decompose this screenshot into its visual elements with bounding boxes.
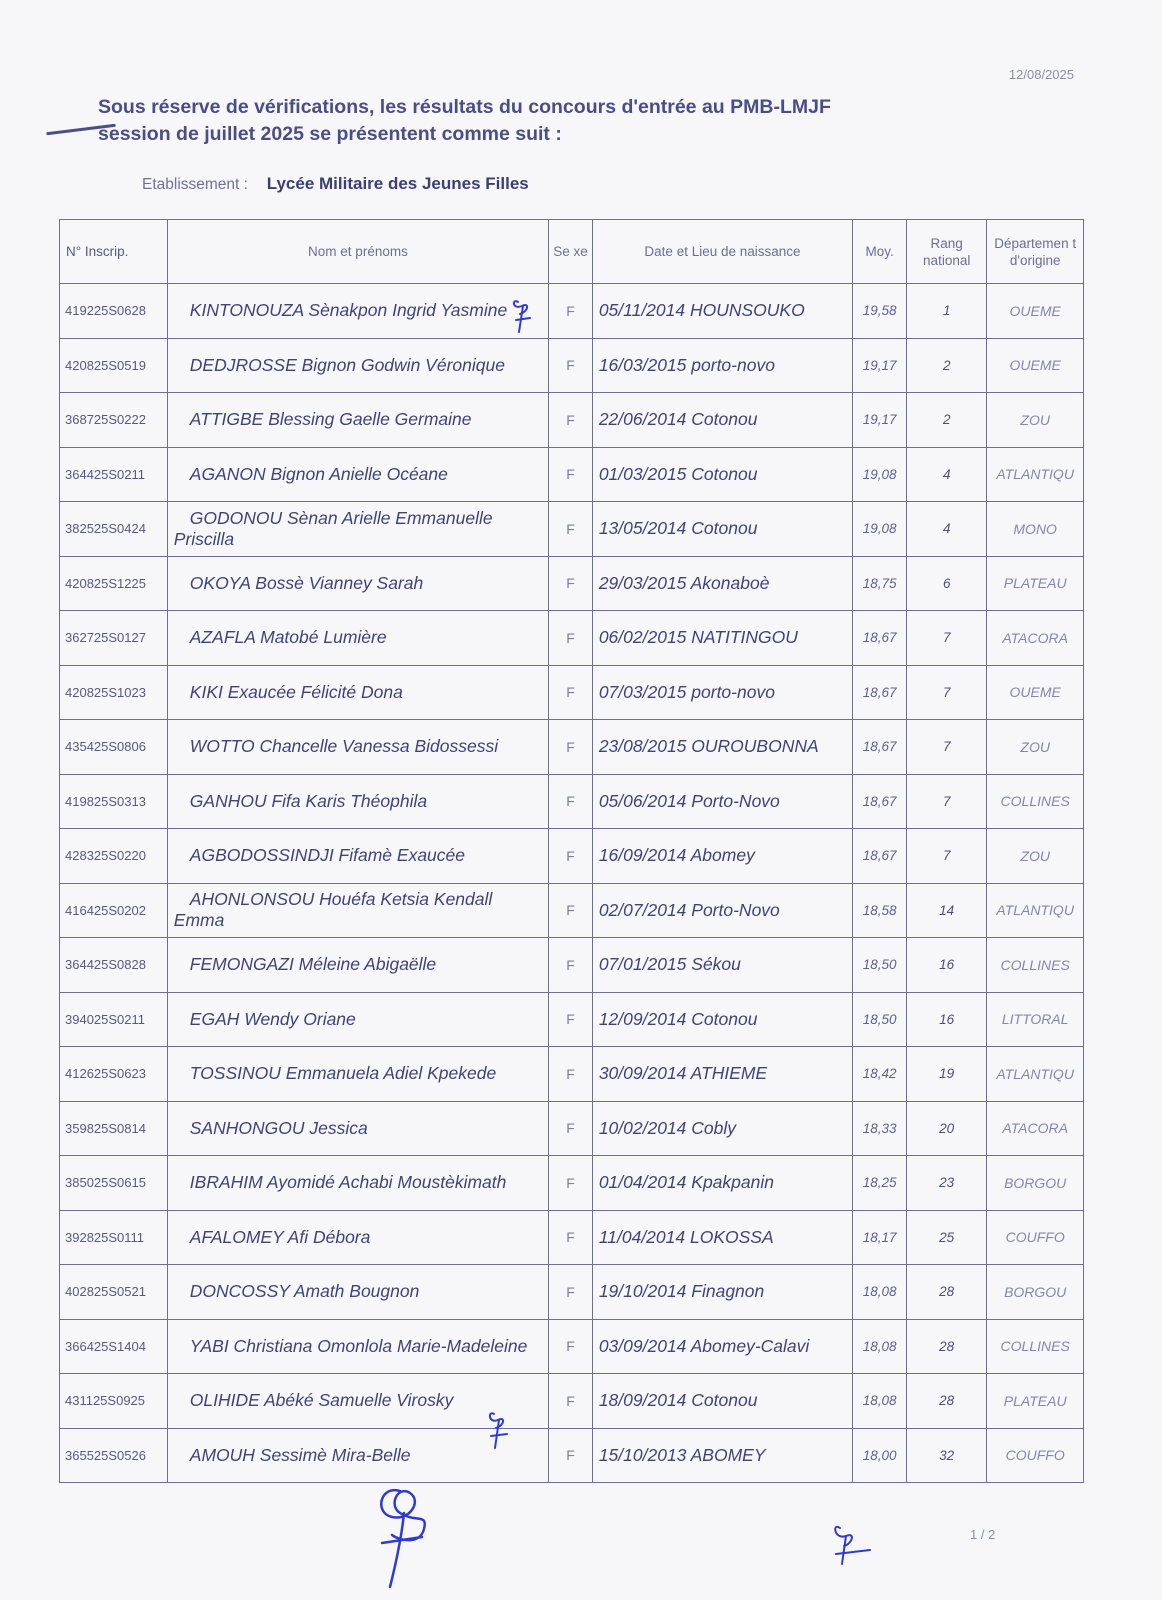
inscription-number: 419225S0628 bbox=[60, 284, 168, 339]
inscription-number: 419825S0313 bbox=[60, 774, 168, 829]
national-rank: 14 bbox=[907, 883, 987, 938]
signature-right bbox=[830, 1520, 876, 1568]
table-row bbox=[60, 393, 1084, 448]
national-rank: 7 bbox=[907, 720, 987, 775]
establishment-label: Etablissement : bbox=[142, 176, 248, 193]
candidate-name bbox=[167, 1319, 548, 1374]
average-score: 18,17 bbox=[853, 1210, 907, 1265]
birth-date-place: 16/03/2015 porto-novo bbox=[592, 338, 852, 393]
candidate-name bbox=[167, 1265, 548, 1320]
candidate-sex: F bbox=[549, 992, 593, 1047]
candidate-name bbox=[167, 502, 548, 557]
average-score: 18,58 bbox=[853, 883, 907, 938]
birth-date-place: 23/08/2015 OUROUBONNA bbox=[592, 720, 852, 775]
candidate-name bbox=[167, 938, 548, 993]
candidate-name bbox=[167, 447, 548, 502]
average-score: 18,33 bbox=[853, 1101, 907, 1156]
inscription-number: 420825S1225 bbox=[60, 556, 168, 611]
header-birth: Date et Lieu de naissance bbox=[592, 220, 852, 284]
table-row bbox=[60, 1428, 1084, 1483]
department-origin: BORGOU bbox=[987, 1265, 1084, 1320]
national-rank: 23 bbox=[907, 1156, 987, 1211]
department-origin: PLATEAU bbox=[987, 556, 1084, 611]
inscription-number: 416425S0202 bbox=[60, 883, 168, 938]
national-rank: 7 bbox=[907, 829, 987, 884]
average-score: 19,58 bbox=[853, 284, 907, 339]
average-score: 18,00 bbox=[853, 1428, 907, 1483]
candidate-name bbox=[167, 284, 548, 339]
department-origin: ZOU bbox=[987, 829, 1084, 884]
department-origin: COUFFO bbox=[987, 1428, 1084, 1483]
birth-date-place: 07/01/2015 Sékou bbox=[592, 938, 852, 993]
candidate-sex: F bbox=[549, 829, 593, 884]
candidate-name-text: AGBODOSSINDJI Fifamè Exaucée bbox=[189, 845, 466, 866]
inscription-number: 394025S0211 bbox=[60, 992, 168, 1047]
national-rank: 16 bbox=[907, 938, 987, 993]
national-rank: 25 bbox=[907, 1210, 987, 1265]
inscription-number: 431125S0925 bbox=[60, 1374, 168, 1429]
document-heading bbox=[98, 94, 998, 148]
candidate-name-text: OKOYA Bossè Vianney Sarah bbox=[189, 572, 424, 593]
average-score: 18,67 bbox=[853, 720, 907, 775]
header-name: Nom et prénoms bbox=[167, 220, 548, 284]
national-rank: 6 bbox=[907, 556, 987, 611]
candidate-name-text: AZAFLA Matobé Lumière bbox=[189, 627, 387, 648]
average-score: 19,08 bbox=[853, 447, 907, 502]
table-row bbox=[60, 829, 1084, 884]
inscription-number: 412625S0623 bbox=[60, 1047, 168, 1102]
candidate-sex: F bbox=[549, 1319, 593, 1374]
candidate-name-text: EGAH Wendy Oriane bbox=[189, 1008, 356, 1029]
department-origin: ATLANTIQU bbox=[987, 1047, 1084, 1102]
average-score: 19,08 bbox=[853, 502, 907, 557]
department-origin: ATLANTIQU bbox=[987, 447, 1084, 502]
candidate-name bbox=[167, 338, 548, 393]
candidate-sex: F bbox=[549, 447, 593, 502]
heading-line-1: Sous réserve de vérifications, les résultats du concours d'entrée au PMB-LMJF bbox=[98, 96, 831, 118]
average-score: 18,50 bbox=[853, 938, 907, 993]
department-origin: COUFFO bbox=[987, 1210, 1084, 1265]
candidate-sex: F bbox=[549, 1156, 593, 1211]
inscription-number: 420825S1023 bbox=[60, 665, 168, 720]
national-rank: 2 bbox=[907, 338, 987, 393]
candidate-name-text: ATTIGBE Blessing Gaelle Germaine bbox=[189, 409, 472, 430]
department-origin: COLLINES bbox=[987, 938, 1084, 993]
inscription-number: 364425S0828 bbox=[60, 938, 168, 993]
candidate-name-text: IBRAHIM Ayomidé Achabi Moustèkimath bbox=[189, 1172, 507, 1193]
birth-date-place: 16/09/2014 Abomey bbox=[592, 829, 852, 884]
average-score: 18,67 bbox=[853, 665, 907, 720]
national-rank: 20 bbox=[907, 1101, 987, 1156]
inscription-number: 359825S0814 bbox=[60, 1101, 168, 1156]
candidate-sex: F bbox=[549, 284, 593, 339]
candidate-name-text: KIKI Exaucée Félicité Dona bbox=[189, 681, 403, 702]
table-row bbox=[60, 1047, 1084, 1102]
birth-date-place: 19/10/2014 Finagnon bbox=[592, 1265, 852, 1320]
header-sex: Se xe bbox=[549, 220, 593, 284]
table-row bbox=[60, 1210, 1084, 1265]
candidate-name-text: KINTONOUZA Sènakpon Ingrid Yasmine bbox=[189, 300, 508, 321]
national-rank: 28 bbox=[907, 1265, 987, 1320]
candidate-name-text: YABI Christiana Omonlola Marie-Madeleine bbox=[189, 1335, 528, 1356]
table-row bbox=[60, 284, 1084, 339]
birth-date-place: 07/03/2015 porto-novo bbox=[592, 665, 852, 720]
table-row bbox=[60, 338, 1084, 393]
header-rank: Rang national bbox=[907, 220, 987, 284]
table-row bbox=[60, 1265, 1084, 1320]
inscription-number: 428325S0220 bbox=[60, 829, 168, 884]
birth-date-place: 01/03/2015 Cotonou bbox=[592, 447, 852, 502]
birth-date-place: 13/05/2014 Cotonou bbox=[592, 502, 852, 557]
candidate-name-text: GANHOU Fifa Karis Théophila bbox=[189, 790, 428, 811]
department-origin: MONO bbox=[987, 502, 1084, 557]
table-row bbox=[60, 774, 1084, 829]
national-rank: 7 bbox=[907, 665, 987, 720]
candidate-name-text: AHONLONSOU Houéfa Ketsia Kendall Emma bbox=[173, 889, 493, 931]
candidate-name bbox=[167, 992, 548, 1047]
candidate-name bbox=[167, 774, 548, 829]
candidate-sex: F bbox=[549, 1101, 593, 1156]
table-row bbox=[60, 938, 1084, 993]
candidate-name-text: DONCOSSY Amath Bougnon bbox=[189, 1281, 420, 1302]
national-rank: 4 bbox=[907, 502, 987, 557]
candidate-name-text: FEMONGAZI Méleine Abigaëlle bbox=[189, 954, 437, 975]
birth-date-place: 01/04/2014 Kpakpanin bbox=[592, 1156, 852, 1211]
candidate-sex: F bbox=[549, 883, 593, 938]
signature-left bbox=[370, 1483, 440, 1593]
table-row bbox=[60, 720, 1084, 775]
average-score: 18,67 bbox=[853, 829, 907, 884]
national-rank: 1 bbox=[907, 284, 987, 339]
candidate-name bbox=[167, 720, 548, 775]
heading-line-2: session de juillet 2025 se présentent comme suit : bbox=[98, 123, 562, 145]
candidate-sex: F bbox=[549, 611, 593, 666]
birth-date-place: 06/02/2015 NATITINGOU bbox=[592, 611, 852, 666]
candidate-sex: F bbox=[549, 556, 593, 611]
table-row bbox=[60, 1156, 1084, 1211]
inscription-number: 365525S0526 bbox=[60, 1428, 168, 1483]
department-origin: LITTORAL bbox=[987, 992, 1084, 1047]
inscription-number: 362725S0127 bbox=[60, 611, 168, 666]
inscription-number: 435425S0806 bbox=[60, 720, 168, 775]
department-origin: ZOU bbox=[987, 720, 1084, 775]
candidate-sex: F bbox=[549, 1265, 593, 1320]
department-origin: OUEME bbox=[987, 284, 1084, 339]
table-row bbox=[60, 447, 1084, 502]
birth-date-place: 22/06/2014 Cotonou bbox=[592, 393, 852, 448]
candidate-name-text: GODONOU Sènan Arielle Emmanuelle Priscilla bbox=[173, 507, 493, 549]
results-table bbox=[59, 219, 1084, 1483]
national-rank: 7 bbox=[907, 774, 987, 829]
candidate-name-text: TOSSINOU Emmanuela Adiel Kpekede bbox=[189, 1063, 497, 1084]
average-score: 18,08 bbox=[853, 1265, 907, 1320]
table-row bbox=[60, 1319, 1084, 1374]
average-score: 18,67 bbox=[853, 611, 907, 666]
candidate-name bbox=[167, 883, 548, 938]
candidate-sex: F bbox=[549, 938, 593, 993]
birth-date-place: 12/09/2014 Cotonou bbox=[592, 992, 852, 1047]
national-rank: 28 bbox=[907, 1374, 987, 1429]
header-average: Moy. bbox=[853, 220, 907, 284]
candidate-name bbox=[167, 556, 548, 611]
national-rank: 28 bbox=[907, 1319, 987, 1374]
candidate-name bbox=[167, 829, 548, 884]
department-origin: OUEME bbox=[987, 665, 1084, 720]
table-row bbox=[60, 992, 1084, 1047]
national-rank: 19 bbox=[907, 1047, 987, 1102]
candidate-sex: F bbox=[549, 720, 593, 775]
table-row bbox=[60, 502, 1084, 557]
page-number: 1 / 2 bbox=[970, 1527, 996, 1542]
initials-mark-row1 bbox=[510, 296, 536, 336]
inscription-number: 364425S0211 bbox=[60, 447, 168, 502]
birth-date-place: 10/02/2014 Cobly bbox=[592, 1101, 852, 1156]
national-rank: 2 bbox=[907, 393, 987, 448]
initials-mark-last-row bbox=[486, 1408, 512, 1452]
table-row bbox=[60, 1101, 1084, 1156]
table-row bbox=[60, 665, 1084, 720]
birth-date-place: 30/09/2014 ATHIEME bbox=[592, 1047, 852, 1102]
establishment-value: Lycée Militaire des Jeunes Filles bbox=[266, 174, 529, 193]
candidate-sex: F bbox=[549, 774, 593, 829]
birth-date-place: 05/11/2014 HOUNSOUKO bbox=[592, 284, 852, 339]
table-row bbox=[60, 1374, 1084, 1429]
table-row bbox=[60, 883, 1084, 938]
candidate-sex: F bbox=[549, 1428, 593, 1483]
average-score: 19,17 bbox=[853, 338, 907, 393]
inscription-number: 385025S0615 bbox=[60, 1156, 168, 1211]
candidate-name bbox=[167, 1210, 548, 1265]
candidate-name bbox=[167, 1047, 548, 1102]
candidate-name bbox=[167, 611, 548, 666]
header-department: Départemen t d'origine bbox=[987, 220, 1084, 284]
candidate-sex: F bbox=[549, 1047, 593, 1102]
inscription-number: 402825S0521 bbox=[60, 1265, 168, 1320]
candidate-sex: F bbox=[549, 338, 593, 393]
department-origin: COLLINES bbox=[987, 774, 1084, 829]
department-origin: BORGOU bbox=[987, 1156, 1084, 1211]
candidate-sex: F bbox=[549, 502, 593, 557]
average-score: 19,17 bbox=[853, 393, 907, 448]
candidate-name-text: SANHONGOU Jessica bbox=[189, 1117, 368, 1138]
average-score: 18,08 bbox=[853, 1374, 907, 1429]
department-origin: OUEME bbox=[987, 338, 1084, 393]
department-origin: PLATEAU bbox=[987, 1374, 1084, 1429]
table-row bbox=[60, 556, 1084, 611]
candidate-name bbox=[167, 1101, 548, 1156]
birth-date-place: 15/10/2013 ABOMEY bbox=[592, 1428, 852, 1483]
candidate-sex: F bbox=[549, 393, 593, 448]
national-rank: 32 bbox=[907, 1428, 987, 1483]
candidate-sex: F bbox=[549, 665, 593, 720]
average-score: 18,08 bbox=[853, 1319, 907, 1374]
department-origin: ATACORA bbox=[987, 1101, 1084, 1156]
average-score: 18,42 bbox=[853, 1047, 907, 1102]
average-score: 18,50 bbox=[853, 992, 907, 1047]
average-score: 18,25 bbox=[853, 1156, 907, 1211]
inscription-number: 368725S0222 bbox=[60, 393, 168, 448]
national-rank: 16 bbox=[907, 992, 987, 1047]
candidate-name-text: OLIHIDE Abéké Samuelle Virosky bbox=[189, 1390, 454, 1411]
birth-date-place: 29/03/2015 Akonaboè bbox=[592, 556, 852, 611]
candidate-name bbox=[167, 665, 548, 720]
birth-date-place: 02/07/2014 Porto-Novo bbox=[592, 883, 852, 938]
department-origin: ZOU bbox=[987, 393, 1084, 448]
candidate-sex: F bbox=[549, 1210, 593, 1265]
birth-date-place: 18/09/2014 Cotonou bbox=[592, 1374, 852, 1429]
candidate-name-text: DEDJROSSE Bignon Godwin Véronique bbox=[189, 354, 505, 375]
birth-date-place: 11/04/2014 LOKOSSA bbox=[592, 1210, 852, 1265]
document-date: 12/08/2025 bbox=[1008, 67, 1074, 82]
department-origin: ATLANTIQU bbox=[987, 883, 1084, 938]
inscription-number: 366425S1404 bbox=[60, 1319, 168, 1374]
candidate-name bbox=[167, 1156, 548, 1211]
birth-date-place: 03/09/2014 Abomey-Calavi bbox=[592, 1319, 852, 1374]
birth-date-place: 05/06/2014 Porto-Novo bbox=[592, 774, 852, 829]
department-origin: ATACORA bbox=[987, 611, 1084, 666]
national-rank: 4 bbox=[907, 447, 987, 502]
inscription-number: 420825S0519 bbox=[60, 338, 168, 393]
header-inscription: N° Inscrip. bbox=[60, 220, 168, 284]
candidate-name bbox=[167, 393, 548, 448]
establishment-line bbox=[142, 174, 529, 194]
candidate-name-text: AMOUH Sessimè Mira-Belle bbox=[189, 1444, 411, 1465]
average-score: 18,67 bbox=[853, 774, 907, 829]
inscription-number: 382525S0424 bbox=[60, 502, 168, 557]
national-rank: 7 bbox=[907, 611, 987, 666]
department-origin: COLLINES bbox=[987, 1319, 1084, 1374]
candidate-name-text: WOTTO Chancelle Vanessa Bidossessi bbox=[189, 736, 499, 757]
average-score: 18,75 bbox=[853, 556, 907, 611]
candidate-name-text: AFALOMEY Afi Débora bbox=[189, 1226, 371, 1247]
candidate-name-text: AGANON Bignon Anielle Océane bbox=[189, 463, 448, 484]
inscription-number: 392825S0111 bbox=[60, 1210, 168, 1265]
candidate-sex: F bbox=[549, 1374, 593, 1429]
table-header-row bbox=[60, 220, 1084, 284]
table-row bbox=[60, 611, 1084, 666]
